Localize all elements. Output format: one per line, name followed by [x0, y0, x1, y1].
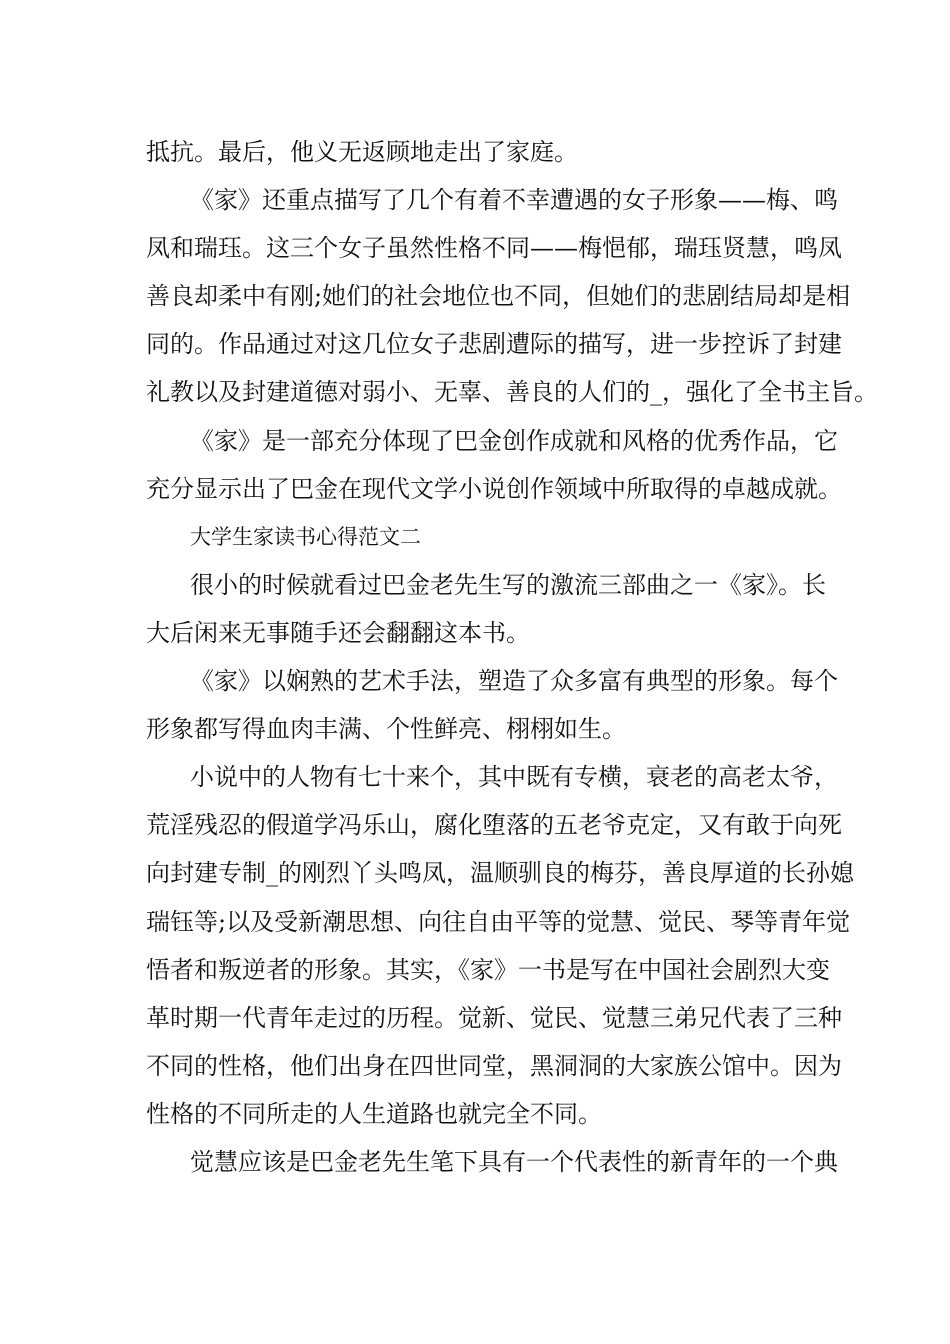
text-line: 同的。作品通过对这几位女子悲剧遭际的描写，进一步控诉了封建	[146, 330, 842, 359]
text-line: 向封建专制_的刚烈丫头鸣凤，温顺驯良的梅芬，善良厚道的长孙媳	[146, 859, 854, 888]
paragraph-start-line: 《家》还重点描写了几个有着不幸遭遇的女子形象——梅、鸣	[190, 186, 838, 215]
text-line: 瑞钰等;以及受新潮思想、向往自由平等的觉慧、觉民、琴等青年觉	[146, 907, 851, 936]
text-line: 善良却柔中有刚;她们的社会地位也不同，但她们的悲剧结局却是相	[146, 282, 851, 311]
body-text	[146, 128, 878, 1186]
paragraph-start-line: 《家》以娴熟的艺术手法，塑造了众多富有典型的形象。每个	[190, 667, 838, 696]
text-line: 凤和瑞珏。这三个女子虽然性格不同——梅悒郁，瑞珏贤慧，鸣凤	[146, 234, 842, 263]
paragraph-start-line: 小说中的人物有七十来个，其中既有专横，衰老的高老太爷，	[190, 763, 838, 792]
paragraph-start-line: 《家》是一部充分体现了巴金创作成就和风格的优秀作品，它	[190, 426, 838, 455]
section-heading: 大学生家读书心得范文二	[190, 524, 421, 549]
text-line: 充分显示出了巴金在现代文学小说创作领域中所取得的卓越成就。	[146, 474, 842, 503]
text-line: 不同的性格，他们出身在四世同堂，黑洞洞的大家族公馆中。因为	[146, 1051, 842, 1080]
text-line: 悟者和叛逆者的形象。其实，《家》一书是写在中国社会剧烈大变	[146, 955, 830, 984]
text-line: 性格的不同所走的人生道路也就完全不同。	[146, 1099, 602, 1128]
text-line: 大后闲来无事随手还会翻翻这本书。	[146, 618, 530, 647]
paragraph-start-line: 觉慧应该是巴金老先生笔下具有一个代表性的新青年的一个典	[190, 1147, 838, 1176]
text-line: 形象都写得血肉丰满、个性鲜亮、栩栩如生。	[146, 715, 626, 744]
text-line: 礼教以及封建道德对弱小、无辜、善良的人们的_，强化了全书主旨。	[146, 378, 878, 407]
text-line: 抵抗。最后，他义无返顾地走出了家庭。	[146, 138, 578, 166]
paragraph-start-line: 很小的时候就看过巴金老先生写的激流三部曲之一《家》。长	[190, 570, 826, 599]
text-line: 荒淫残忍的假道学冯乐山，腐化堕落的五老爷克定，又有敢于向死	[146, 811, 842, 840]
text-line: 革时期一代青年走过的历程。觉新、觉民、觉慧三弟兄代表了三种	[146, 1003, 842, 1032]
